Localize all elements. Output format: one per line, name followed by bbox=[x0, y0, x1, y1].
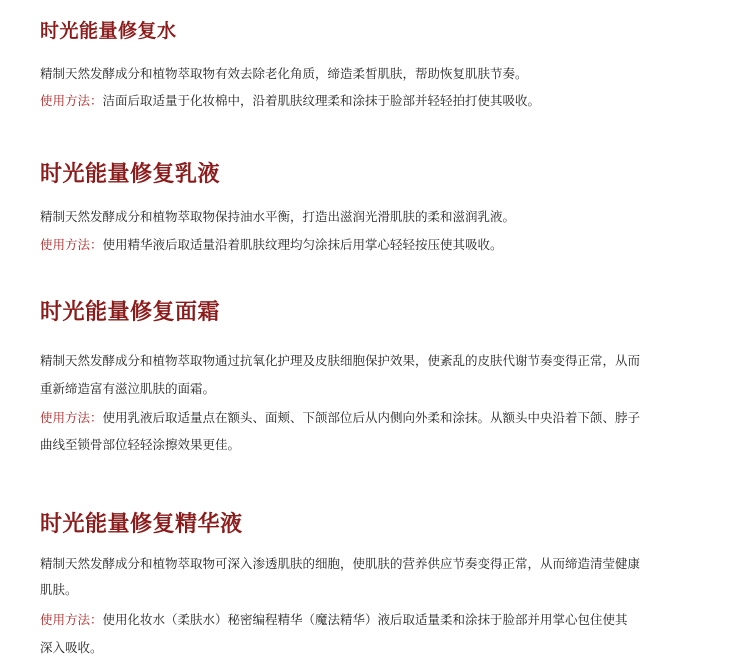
product-description-continued: 肌肤。 bbox=[40, 582, 78, 597]
product-usage bbox=[40, 237, 503, 253]
usage-label: 使用方法： bbox=[40, 612, 103, 627]
product-title: 时光能量修复乳液 bbox=[40, 162, 221, 187]
product-usage bbox=[40, 410, 640, 426]
usage-label: 使用方法： bbox=[40, 410, 103, 425]
product-description: 精制天然发酵成分和植物萃取物保持油水平衡，打造出滋润光滑肌肤的柔和滋润乳液。 bbox=[40, 209, 516, 224]
usage-text: 使用化妆水（柔肤水）秘密编程精华（魔法精华）液后取适量柔和涂抹于脸部并用掌心包住使其 bbox=[102, 612, 628, 627]
product-description: 精制天然发酵成分和植物萃取物可深入渗透肌肤的细胞，使肌肤的营养供应节奏变得正常，从而缔造清莹健康 bbox=[40, 556, 641, 571]
product-description-continued: 重新缔造富有滋泣肌肤的面霜。 bbox=[40, 381, 216, 396]
product-usage bbox=[40, 93, 540, 109]
usage-label: 使用方法： bbox=[40, 93, 103, 108]
product-usage-continued: 曲线至锁骨部位轻轻涂擦效果更佳。 bbox=[40, 437, 241, 452]
product-description: 精制天然发酵成分和植物萃取物有效去除老化角质，缔造柔皙肌肤，帮助恢复肌肤节奏。 bbox=[40, 66, 528, 81]
usage-text: 洁面后取适量于化妆棉中，沿着肌肤纹理柔和涂抹于脸部并轻轻拍打使其吸收。 bbox=[102, 93, 541, 108]
product-title: 时光能量修复精华液 bbox=[40, 512, 243, 537]
product-usage bbox=[40, 612, 628, 628]
product-title: 时光能量修复水 bbox=[40, 20, 177, 42]
product-usage-continued: 深入吸收。 bbox=[40, 640, 103, 655]
usage-text: 使用乳液后取适量点在额头、面颊、下颌部位后从内侧向外柔和涂抹。从额头中央沿着下颌、脖子 bbox=[102, 410, 641, 425]
usage-label: 使用方法： bbox=[40, 237, 103, 252]
usage-text: 使用精华液后取适量沿着肌肤纹理均匀涂抹后用掌心轻轻按压使其吸收。 bbox=[102, 237, 503, 252]
product-title: 时光能量修复面霜 bbox=[40, 300, 221, 325]
product-description: 精制天然发酵成分和植物萃取物通过抗氧化护理及皮肤细胞保护效果，使紊乱的皮肤代谢节奏变得正常，从而 bbox=[40, 353, 641, 368]
